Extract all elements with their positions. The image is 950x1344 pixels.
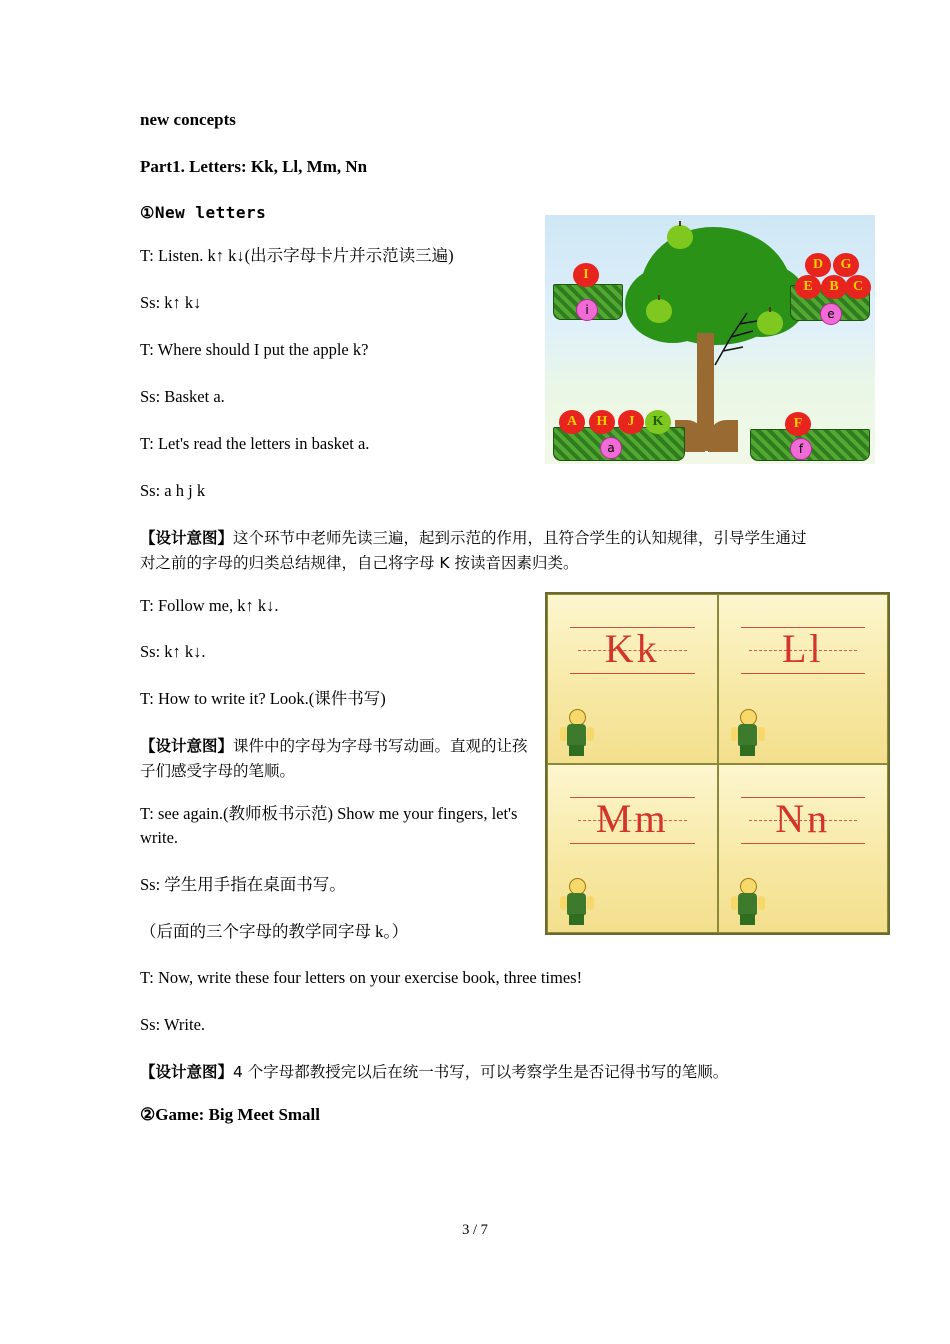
kid-legs xyxy=(569,745,584,756)
page-number: 3 / 7 xyxy=(462,1222,488,1238)
design-note-3 xyxy=(140,1060,810,1085)
apple-letter-C: C xyxy=(845,275,871,299)
letter-nn: Nn xyxy=(775,795,831,841)
kid-head xyxy=(740,709,757,726)
kid-arm-left xyxy=(731,727,738,741)
dialogue-line-8: Ss: k↑ k↓. xyxy=(140,642,206,662)
basket-right-bubble: e xyxy=(820,303,842,325)
kid-body xyxy=(738,893,757,915)
guide-line-base xyxy=(570,843,695,844)
apple-letter-E: E xyxy=(795,275,821,299)
grid-cell-kk xyxy=(547,594,718,764)
letter-ll: Ll xyxy=(781,626,824,671)
design-note-1-label: 【设计意图】 xyxy=(140,529,234,547)
page-title: new concepts xyxy=(140,110,236,129)
kid-body xyxy=(738,724,757,746)
dialogue-line-12: （后面的三个字母的教学同字母 k。） xyxy=(140,921,409,941)
apple-letter-A: A xyxy=(559,410,585,434)
design-note-1-text: 这个环节中老师先读三遍，起到示范的作用，且符合学生的认知规律，引导学生通过对之前的字母的归类总结规律，自己将字母 K 按读音因素归类。 xyxy=(140,529,807,572)
kid-figure-icon xyxy=(731,878,765,926)
dialogue-line-6: Ss: a h j k xyxy=(140,481,206,501)
section-2-label: ②Game: Big Meet Small xyxy=(140,1105,321,1125)
apple-letter-K: K xyxy=(645,410,671,434)
design-note-3-text: 4 个字母都教授完以后在统一书写，可以考察学生是否记得书写的笔顺。 xyxy=(233,1063,729,1082)
apple-tree-image xyxy=(545,215,875,464)
kid-legs xyxy=(569,914,584,925)
design-note-2-label: 【设计意图】 xyxy=(140,737,234,756)
part-title: Part1. Letters: Kk, Ll, Mm, Nn xyxy=(140,156,368,176)
kid-arm-left xyxy=(731,896,738,910)
apple-letter-B: B xyxy=(821,275,847,299)
tree-canopy-left-icon xyxy=(625,265,720,343)
basket-left-bubble: i xyxy=(576,299,598,321)
grid-cell-mm xyxy=(547,764,718,934)
tree-root-right-icon xyxy=(708,420,738,452)
letter-kk: Kk xyxy=(604,626,660,671)
grid-cell-nn xyxy=(718,764,889,934)
kid-body xyxy=(567,893,586,915)
dialogue-line-10: T: see again.(教师板书示范) Show me your fingers, let's write. xyxy=(140,803,518,847)
kid-arm-right xyxy=(758,896,765,910)
apple-stem-icon xyxy=(769,307,771,312)
design-note-2 xyxy=(140,734,530,784)
dialogue-line-14: Ss: Write. xyxy=(140,1015,206,1035)
kid-body xyxy=(567,724,586,746)
basket-bottom-left-bubble: a xyxy=(600,437,622,459)
letter-writing-grid-image xyxy=(545,592,890,935)
design-note-3-label: 【设计意图】 xyxy=(140,1063,234,1082)
dialogue-line-3: T: Where should I put the apple k? xyxy=(140,340,369,360)
apple-canopy-3 xyxy=(757,311,783,335)
guide-line-base xyxy=(741,843,866,844)
dialogue-line-5: T: Let's read the letters in basket a. xyxy=(140,434,370,454)
apple-letter-H: H xyxy=(589,410,615,434)
grid-cell-ll xyxy=(718,594,889,764)
guide-line-base xyxy=(570,673,695,674)
kid-figure-icon xyxy=(731,709,765,757)
design-note-1 xyxy=(140,526,810,576)
kid-arm-right xyxy=(587,896,594,910)
apple-letter-F: F xyxy=(785,412,811,436)
apple-stem-icon xyxy=(679,221,681,226)
section-1-label: ①New letters xyxy=(140,203,267,223)
apple-letter-G: G xyxy=(833,253,859,277)
dialogue-line-7: T: Follow me, k↑ k↓. xyxy=(140,595,279,615)
dialogue-line-13: T: Now, write these four letters on your exercise book, three times! xyxy=(140,968,583,988)
letter-mm: Mm xyxy=(595,795,669,841)
apple-letter-D: D xyxy=(805,253,831,277)
apple-canopy-1 xyxy=(667,225,693,249)
kid-head xyxy=(569,709,586,726)
dialogue-line-11: Ss: 学生用手指在桌面书写。 xyxy=(140,874,346,894)
dialogue-line-2: Ss: k↑ k↓ xyxy=(140,293,202,313)
kid-arm-left xyxy=(560,727,567,741)
apple-stem-icon xyxy=(658,295,660,300)
kid-legs xyxy=(740,745,755,756)
kid-figure-icon xyxy=(560,709,594,757)
bare-branch-icon xyxy=(713,307,755,341)
apple-canopy-2 xyxy=(646,299,672,323)
kid-arm-right xyxy=(587,727,594,741)
dialogue-line-1: T: Listen. k↑ k↓(出示字母卡片并示范读三遍) xyxy=(140,246,454,266)
dialogue-line-4: Ss: Basket a. xyxy=(140,387,225,407)
basket-bottom-right-bubble: f xyxy=(790,438,812,460)
guide-line-base xyxy=(741,673,866,674)
kid-figure-icon xyxy=(560,878,594,926)
apple-letter-J: J xyxy=(618,410,644,434)
apple-letter-I: I xyxy=(573,263,599,287)
kid-legs xyxy=(740,914,755,925)
design-note-2-text: 课件中的字母为字母书写动画。直观的让孩子们感受字母的笔顺。 xyxy=(140,737,528,781)
kid-arm-right xyxy=(758,727,765,741)
dialogue-line-9: T: How to write it? Look.(课件书写) xyxy=(140,689,386,709)
kid-arm-left xyxy=(560,896,567,910)
